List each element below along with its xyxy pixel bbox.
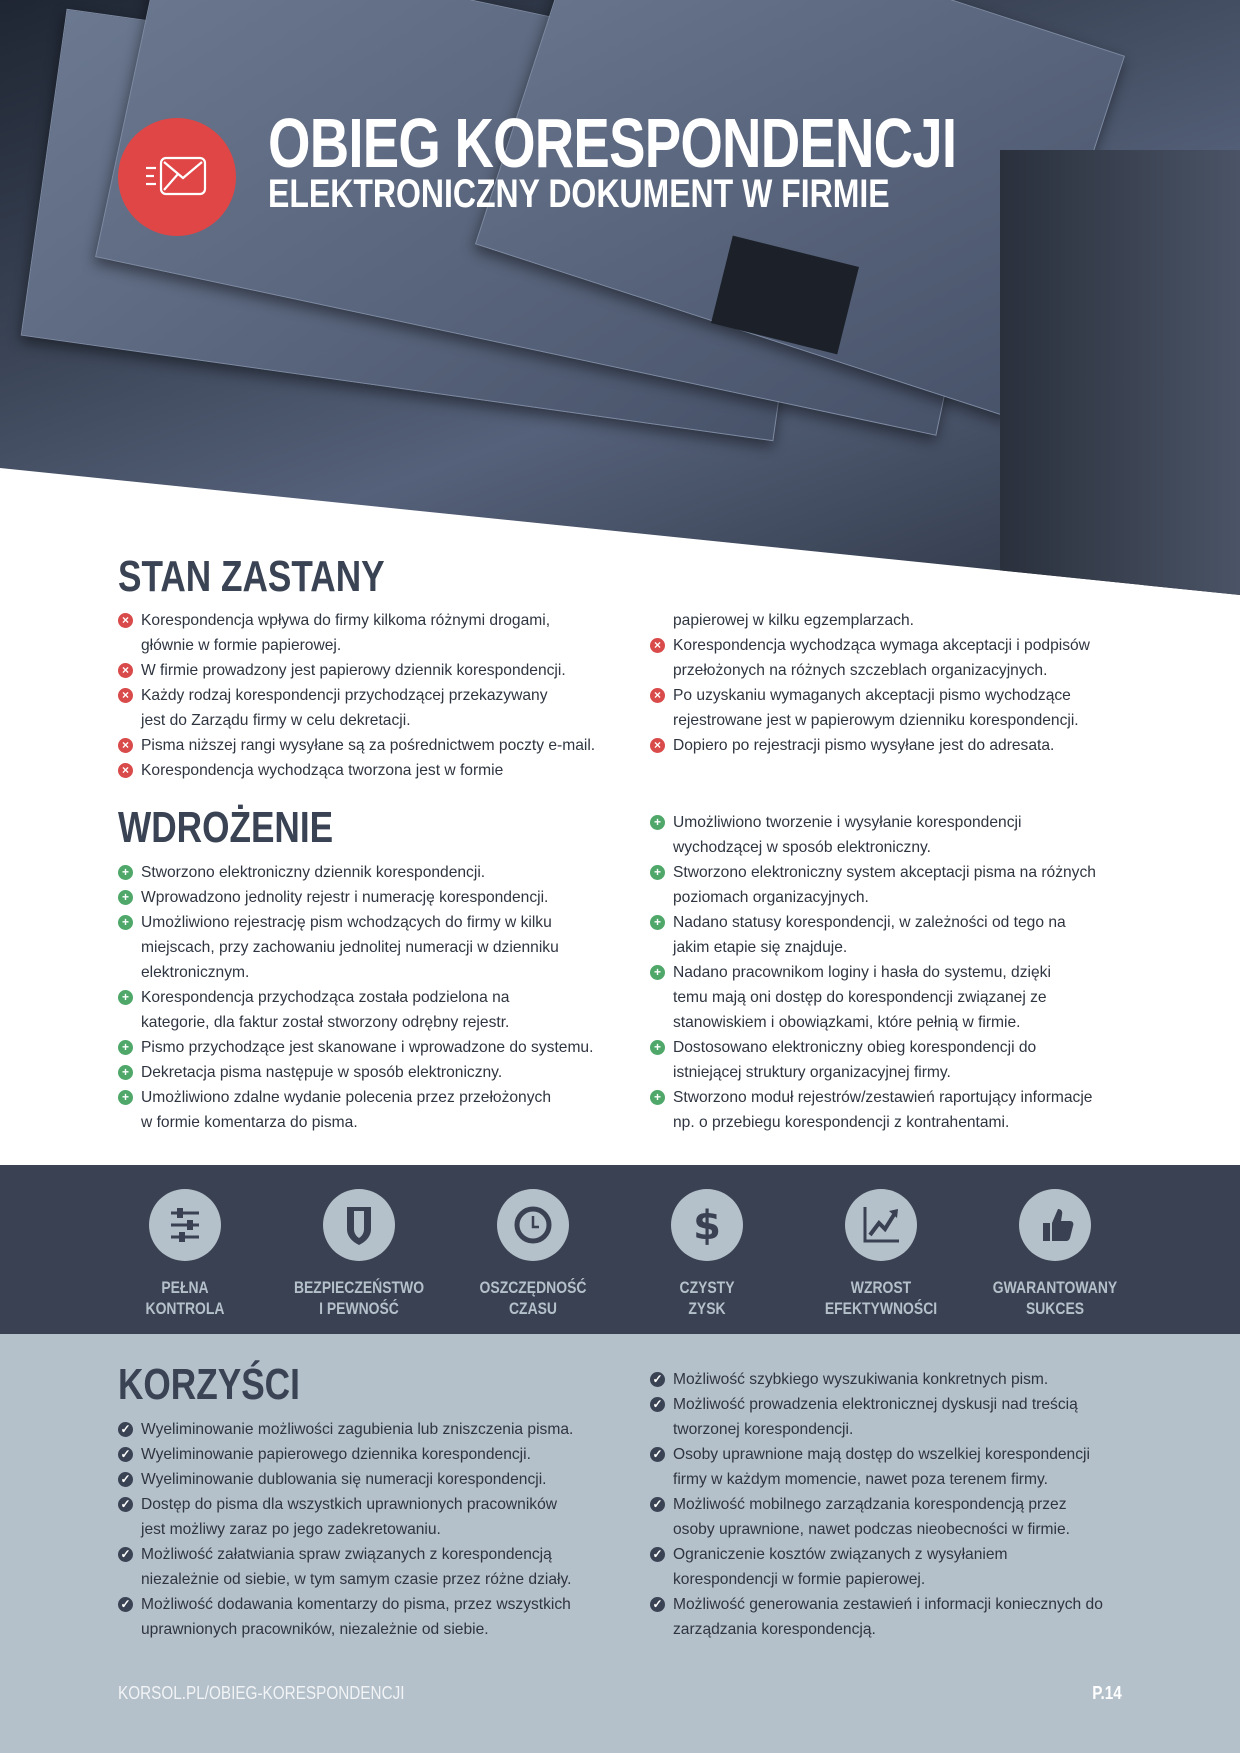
list-item-text: Ograniczenie kosztów związanych z wysyłaniem bbox=[673, 1546, 1008, 1563]
page-number: P.14 bbox=[1092, 1683, 1122, 1703]
feature-label bbox=[810, 1277, 953, 1319]
list-item-text: głównie w formie papierowej. bbox=[141, 637, 342, 654]
section-heading-korzysci: KORZYŚCI bbox=[118, 1360, 300, 1409]
feature-label bbox=[462, 1277, 605, 1319]
feature-label-line: KONTROLA bbox=[145, 1299, 225, 1318]
page-title: OBIEG KORESPONDENCJI bbox=[268, 104, 957, 182]
plus-circle-icon: + bbox=[118, 890, 133, 905]
list-item bbox=[118, 683, 598, 733]
list-item-text: rejestrowane jest w papierowym dzienniku korespondencji. bbox=[673, 712, 1079, 729]
check-circle-icon: ✓ bbox=[650, 1447, 665, 1462]
check-circle-icon: ✓ bbox=[650, 1547, 665, 1562]
list-item-text: Korespondencja wpływa do firmy kilkoma różnymi drogami, bbox=[141, 612, 551, 629]
list-item-text: Umożliwiono tworzenie i wysyłanie korespondencji bbox=[673, 814, 1022, 831]
svg-text:$: $ bbox=[693, 1203, 721, 1249]
list-item-text: Osoby uprawnione mają dostęp do wszelkiej korespondencji bbox=[673, 1446, 1090, 1463]
list-item-text: Pismo przychodzące jest skanowane i wprowadzone do systemu. bbox=[141, 1039, 594, 1056]
list-item-text: Korespondencja wychodząca wymaga akceptacji i podpisów bbox=[673, 637, 1090, 654]
feature-label-line: ZYSK bbox=[688, 1299, 726, 1318]
list-item bbox=[118, 1417, 598, 1442]
list-item-text: Korespondencja przychodząca została podzielona na bbox=[141, 989, 510, 1006]
list-item-text: istniejącej struktury organizacyjnej firmy. bbox=[673, 1064, 951, 1081]
page-subtitle: ELEKTRONICZNY DOKUMENT W FIRMIE bbox=[268, 172, 890, 216]
feature-label-line: BEZPIECZEŃSTWO bbox=[293, 1278, 425, 1297]
list-item bbox=[118, 1592, 598, 1642]
feature-label-line: I PEWNOŚĆ bbox=[319, 1299, 399, 1318]
list-item bbox=[118, 1492, 598, 1542]
list-item-text: Stworzono elektroniczny system akceptacji pisma na różnych bbox=[673, 864, 1096, 881]
feature-label bbox=[114, 1277, 257, 1319]
list-item-text: Umożliwiono zdalne wydanie polecenia przez przełożonych bbox=[141, 1089, 551, 1106]
korzysci-list-right bbox=[650, 1367, 1130, 1642]
x-circle-icon: × bbox=[118, 763, 133, 778]
growth-chart-icon bbox=[845, 1189, 917, 1261]
list-item-text: Dopiero po rejestracji pismo wysyłane jest do adresata. bbox=[673, 737, 1055, 754]
list-item-text: kategorie, dla faktur został stworzony odrębny rejestr. bbox=[141, 1014, 510, 1031]
logo-badge bbox=[118, 118, 236, 236]
check-circle-icon: ✓ bbox=[118, 1472, 133, 1487]
list-item-text: Wyeliminowanie papierowego dziennika korespondencji. bbox=[141, 1446, 531, 1463]
feature-dollar bbox=[620, 1189, 794, 1319]
plus-circle-icon: + bbox=[650, 965, 665, 980]
check-circle-icon: ✓ bbox=[118, 1547, 133, 1562]
x-circle-icon: × bbox=[118, 613, 133, 628]
list-item-text: papierowej w kilku egzemplarzach. bbox=[673, 612, 914, 629]
feature-label-line: SUKCES bbox=[1025, 1299, 1085, 1318]
list-item bbox=[650, 860, 1130, 910]
plus-circle-icon: + bbox=[118, 1040, 133, 1055]
list-item-text: Po uzyskaniu wymaganych akceptacji pismo wychodzące bbox=[673, 687, 1071, 704]
list-item-text: Nadano statusy korespondencji, w zależności od tego na bbox=[673, 914, 1066, 931]
list-item bbox=[118, 1035, 598, 1060]
list-item-text: Dostosowano elektroniczny obieg korespondencji do bbox=[673, 1039, 1037, 1056]
footer-link[interactable]: KORSOL.PL/OBIEG-KORESPONDENCJI bbox=[118, 1683, 405, 1703]
list-item-text: wychodzącej w sposób elektroniczny. bbox=[673, 839, 931, 856]
list-item-text: Korespondencja wychodząca tworzona jest w formie bbox=[141, 762, 504, 779]
korzysci-list-left bbox=[118, 1417, 598, 1642]
plus-circle-icon: + bbox=[650, 1040, 665, 1055]
feature-label-line: PEŁNA bbox=[161, 1278, 209, 1297]
plus-circle-icon: + bbox=[118, 915, 133, 930]
stan-list-left bbox=[118, 608, 598, 783]
list-item-text: firmy w każdym momencie, nawet poza terenem firmy. bbox=[673, 1471, 1048, 1488]
list-item-text: przełożonych na różnych szczeblach organizacyjnych. bbox=[673, 662, 1048, 679]
list-item-text: Możliwość prowadzenia elektronicznej dyskusji nad treścią bbox=[673, 1396, 1078, 1413]
list-item bbox=[118, 1442, 598, 1467]
plus-circle-icon: + bbox=[118, 1090, 133, 1105]
list-item bbox=[650, 1392, 1130, 1442]
list-item-text: jakim etapie się znajduje. bbox=[673, 939, 848, 956]
plus-circle-icon: + bbox=[650, 915, 665, 930]
list-item bbox=[118, 885, 598, 910]
list-item-text: Możliwość załatwiania spraw związanych z korespondencją bbox=[141, 1546, 552, 1563]
list-item-text: Dostęp do pisma dla wszystkich uprawnionych pracowników bbox=[141, 1496, 558, 1513]
feature-growth-chart bbox=[794, 1189, 968, 1319]
check-circle-icon: ✓ bbox=[118, 1497, 133, 1512]
list-item bbox=[118, 910, 598, 985]
feature-badge bbox=[845, 1189, 917, 1261]
list-item-text: Nadano pracownikom loginy i hasła do systemu, dzięki bbox=[673, 964, 1051, 981]
feature-badge bbox=[671, 1189, 743, 1261]
list-item bbox=[650, 1592, 1130, 1642]
feature-clock bbox=[446, 1189, 620, 1319]
plus-circle-icon: + bbox=[650, 815, 665, 830]
plus-circle-icon: + bbox=[650, 865, 665, 880]
list-item-text: Wprowadzono jednolity rejestr i numerację korespondencji. bbox=[141, 889, 549, 906]
list-item bbox=[650, 1035, 1130, 1085]
list-item-text: poziomach organizacyjnych. bbox=[673, 889, 869, 906]
list-item-text: Dekretacja pisma następuje w sposób elektroniczny. bbox=[141, 1064, 503, 1081]
list-item bbox=[118, 658, 598, 683]
list-item-text: Stworzono moduł rejestrów/zestawień raportujący informacje bbox=[673, 1089, 1093, 1106]
check-circle-icon: ✓ bbox=[118, 1422, 133, 1437]
x-circle-icon: × bbox=[650, 638, 665, 653]
list-item-text: Wyeliminowanie dublowania się numeracji korespondencji. bbox=[141, 1471, 547, 1488]
list-item bbox=[650, 1367, 1130, 1392]
list-item bbox=[650, 910, 1130, 960]
list-item-text: Stworzono elektroniczny dziennik korespondencji. bbox=[141, 864, 486, 881]
feature-badge bbox=[323, 1189, 395, 1261]
feature-sliders bbox=[98, 1189, 272, 1319]
x-circle-icon: × bbox=[650, 738, 665, 753]
feature-label bbox=[984, 1277, 1127, 1319]
feature-label-line: OSZCZĘDNOŚĆ bbox=[479, 1278, 587, 1297]
section-heading-stan: STAN ZASTANY bbox=[118, 552, 385, 601]
list-item-text: miejscach, przy zachowaniu jednolitej numeracji w dzienniku bbox=[141, 939, 559, 956]
list-item-text: np. o przebiegu korespondencji z kontrahentami. bbox=[673, 1114, 1010, 1131]
list-item-text: w formie komentarza do pisma. bbox=[141, 1114, 358, 1131]
wdrozenie-list-left bbox=[118, 860, 598, 1135]
list-item-text: Każdy rodzaj korespondencji przychodzącej przekazywany bbox=[141, 687, 548, 704]
feature-label-line: GWARANTOWANY bbox=[992, 1278, 1118, 1297]
hero-photo bbox=[0, 0, 1240, 595]
x-circle-icon: × bbox=[118, 738, 133, 753]
dollar-icon bbox=[671, 1189, 743, 1261]
list-item-text: stanowiskiem i obowiązkami, które pełnią w firmie. bbox=[673, 1014, 1021, 1031]
list-item-text: uprawnionych pracowników, niezależnie od siebie. bbox=[141, 1621, 489, 1638]
feature-label bbox=[636, 1277, 779, 1319]
check-circle-icon: ✓ bbox=[118, 1597, 133, 1612]
list-item bbox=[650, 633, 1130, 683]
wdrozenie-list-right bbox=[650, 810, 1130, 1135]
feature-label-line: CZYSTY bbox=[679, 1278, 735, 1297]
list-item-text: niezależnie od siebie, w tym samym czasie przez różne działy. bbox=[141, 1571, 572, 1588]
check-circle-icon: ✓ bbox=[650, 1597, 665, 1612]
list-item bbox=[650, 683, 1130, 733]
list-item bbox=[118, 1060, 598, 1085]
list-item-text: W firmie prowadzony jest papierowy dziennik korespondencji. bbox=[141, 662, 566, 679]
section-heading-wdrozenie: WDROŻENIE bbox=[118, 803, 334, 852]
feature-label bbox=[288, 1277, 431, 1319]
list-item bbox=[118, 608, 598, 658]
feature-badge bbox=[497, 1189, 569, 1261]
list-item-text: elektronicznym. bbox=[141, 964, 250, 981]
check-circle-icon: ✓ bbox=[650, 1372, 665, 1387]
folder-shape bbox=[1000, 150, 1240, 595]
feature-label-line: EFEKTYWNOŚCI bbox=[824, 1299, 938, 1318]
list-item bbox=[650, 810, 1130, 860]
list-item-text: jest do Zarządu firmy w celu dekretacji. bbox=[141, 712, 411, 729]
thumbs-up-icon bbox=[1019, 1189, 1091, 1261]
check-circle-icon: ✓ bbox=[650, 1497, 665, 1512]
list-item bbox=[118, 1085, 598, 1135]
list-item-text: Możliwość szybkiego wyszukiwania konkretnych pism. bbox=[673, 1371, 1049, 1388]
list-item-text: Możliwość dodawania komentarzy do pisma, przez wszystkich bbox=[141, 1596, 571, 1613]
feature-badge bbox=[149, 1189, 221, 1261]
x-circle-icon: × bbox=[118, 688, 133, 703]
list-item-text: temu mają oni dostęp do korespondencji związanej ze bbox=[673, 989, 1047, 1006]
list-item bbox=[118, 1467, 598, 1492]
list-item bbox=[118, 733, 598, 758]
stan-list-right bbox=[650, 608, 1130, 758]
list-item bbox=[650, 960, 1130, 1035]
feature-shield bbox=[272, 1189, 446, 1319]
list-item-text: Wyeliminowanie możliwości zagubienia lub zniszczenia pisma. bbox=[141, 1421, 574, 1438]
plus-circle-icon: + bbox=[118, 1065, 133, 1080]
shield-icon bbox=[323, 1189, 395, 1261]
list-item-text: Umożliwiono rejestrację pism wchodzących do firmy w kilku bbox=[141, 914, 552, 931]
feature-badge bbox=[1019, 1189, 1091, 1261]
list-item-text: korespondencji w formie papierowej. bbox=[673, 1571, 926, 1588]
list-item bbox=[650, 1492, 1130, 1542]
envelope-fast-icon bbox=[118, 118, 236, 236]
list-item bbox=[650, 1442, 1130, 1492]
list-item-text: Pisma niższej rangi wysyłane są za pośrednictwem poczty e-mail. bbox=[141, 737, 596, 754]
list-item-text: tworzonej korespondencji. bbox=[673, 1421, 854, 1438]
x-circle-icon: × bbox=[650, 688, 665, 703]
feature-label-line: WZROST bbox=[850, 1278, 912, 1297]
list-item bbox=[118, 758, 598, 783]
check-circle-icon: ✓ bbox=[650, 1397, 665, 1412]
feature-thumbs-up bbox=[968, 1189, 1142, 1319]
list-item bbox=[118, 985, 598, 1035]
clock-icon bbox=[497, 1189, 569, 1261]
plus-circle-icon: + bbox=[118, 990, 133, 1005]
plus-circle-icon: + bbox=[118, 865, 133, 880]
list-item-text: Możliwość generowania zestawień i informacji koniecznych do bbox=[673, 1596, 1103, 1613]
feature-label-line: CZASU bbox=[508, 1299, 558, 1318]
list-item-text: jest możliwy zaraz po jego zadekretowaniu. bbox=[141, 1521, 441, 1538]
list-item bbox=[118, 1542, 598, 1592]
sliders-icon bbox=[149, 1189, 221, 1261]
list-item bbox=[650, 608, 1130, 633]
list-item-text: Możliwość mobilnego zarządzania korespondencją przez bbox=[673, 1496, 1067, 1513]
check-circle-icon: ✓ bbox=[118, 1447, 133, 1462]
x-circle-icon: × bbox=[118, 663, 133, 678]
list-item bbox=[650, 1542, 1130, 1592]
list-item-text: zarządzania korespondencją. bbox=[673, 1621, 876, 1638]
list-item bbox=[118, 860, 598, 885]
plus-circle-icon: + bbox=[650, 1090, 665, 1105]
list-item bbox=[650, 733, 1130, 758]
list-item bbox=[650, 1085, 1130, 1135]
list-item-text: osoby uprawnione, nawet podczas nieobecności w firmie. bbox=[673, 1521, 1070, 1538]
